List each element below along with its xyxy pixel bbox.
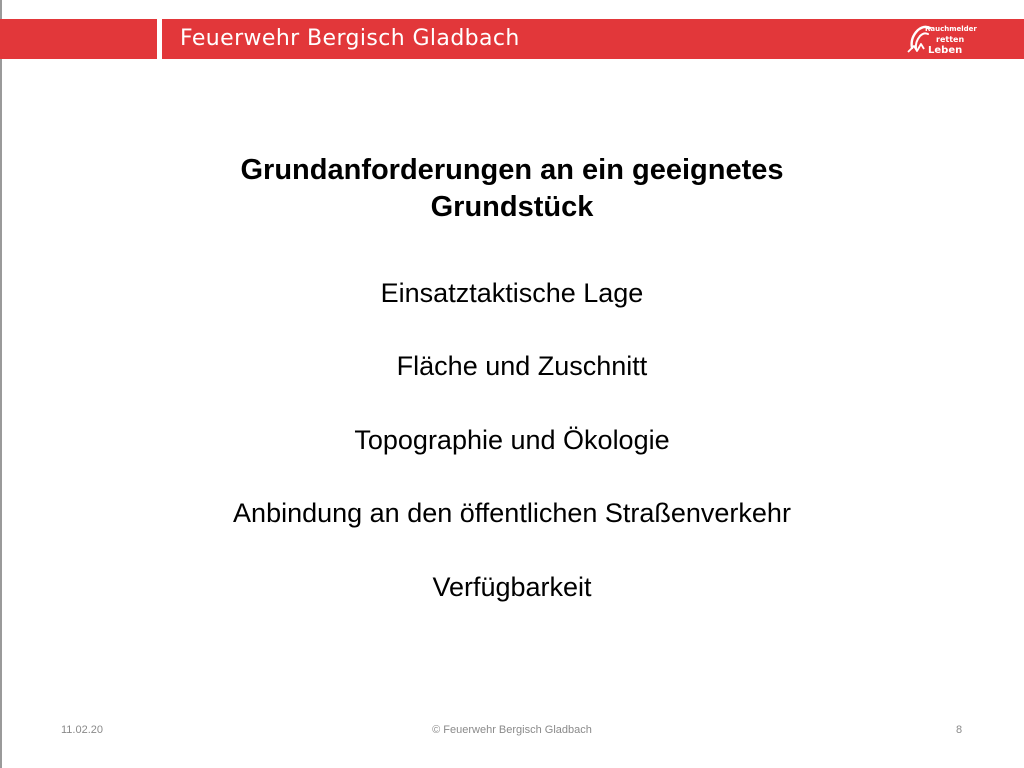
slide-left-border [0,0,2,768]
footer-date: 11.02.20 [61,724,104,736]
header-title: Feuerwehr Bergisch Gladbach [180,26,520,51]
header-divider [157,19,162,59]
slide-title-line1: Grundanforderungen an ein geeignetes [240,154,784,186]
list-item-availability: Verfügbarkeit [432,572,592,602]
logo-text-line1: Rauchmelder [925,25,977,33]
list-item-topography: Topographie und Ökologie [354,425,670,455]
footer-copyright: © Feuerwehr Bergisch Gladbach [432,724,592,736]
list-item-road-connection: Anbindung an den öffentlichen Straßenverkehr [233,498,791,528]
logo-text-line2: retten [936,35,965,44]
logo-text-line3: Leben [928,45,963,56]
list-item-area: Fläche und Zuschnitt [396,351,648,381]
smoke-detector-logo-icon [906,22,977,58]
slide-title [112,152,912,226]
list-item-location: Einsatztaktische Lage [380,278,644,308]
footer-page-number: 8 [956,724,963,736]
slide-title-line2: Grundstück [430,191,594,223]
